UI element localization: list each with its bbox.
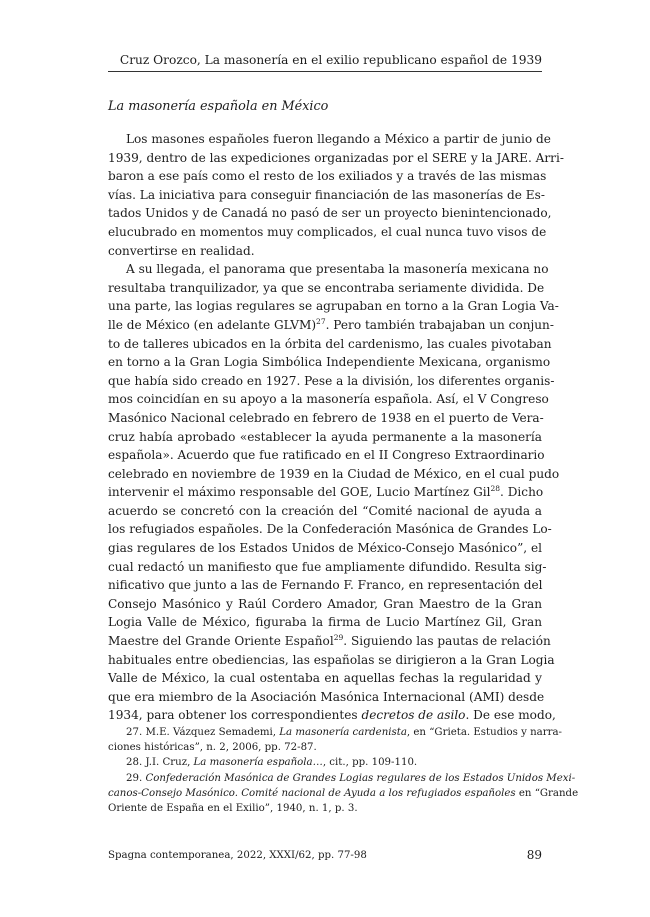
body-text-run: . Pero también trabajaban un conjun- — [325, 317, 554, 332]
footnote-title: canos-Consejo Masónico. Comité nacional de Ayuda a los refugiados españoles — [108, 787, 516, 799]
footnote-text: , cit., pp. 109-110. — [322, 757, 418, 769]
section-title: La masonería española en México — [108, 99, 329, 114]
body-text-run: Maestre del Grande Oriente Español — [108, 634, 334, 649]
footnote-ref-29[interactable]: 29 — [333, 633, 344, 642]
body-line: habituales entre obediencias, las españolas se dirigieron a la Gran Logia — [108, 652, 555, 667]
body-line: Masónico Nacional celebrado en febrero de 1938 en el puerto de Vera- — [108, 410, 544, 425]
body-line: baron a ese país como el resto de los exiliados y a través de las mismas — [108, 169, 547, 184]
footnote-text: 29. — [126, 772, 146, 784]
footnote-ref-27[interactable]: 27 — [316, 316, 326, 326]
body-text-run: . Dicho — [500, 485, 544, 500]
footnote-29-cont — [108, 786, 579, 801]
footnote-text: 27. M.E. Vázquez Semademi, — [126, 727, 280, 738]
body-line: Los masones españoles fueron llegando a México a partir de junio de — [126, 132, 551, 146]
body-line — [108, 706, 556, 725]
body-line: to de talleres ubicados en la órbita del cardenismo, las cuales pivotaban — [108, 336, 552, 351]
footnotes — [108, 725, 579, 816]
footnote-28 — [108, 755, 542, 770]
body-line: Valle de México, la cual ostentaba en aquellas fechas la regularidad y — [108, 671, 542, 686]
body-line: mos coincidían en su apoyo a la masonería española. Así, el V Congreso — [108, 392, 549, 407]
body-line — [108, 632, 551, 651]
body-line: celebrado en noviembre de 1939 en la Ciudad de México, en el cual pudo — [108, 466, 560, 481]
body-line: española». Acuerdo que fue ratificado en el II Congreso Extraordinario — [108, 448, 545, 463]
body-line: cual redactó un manifiesto que fue ampliamente difundido. Resulta sig- — [108, 559, 547, 574]
footnote-text: en “Grande — [515, 787, 579, 799]
body-line: A su llegada, el panorama que presentaba la masonería mexicana no — [126, 262, 549, 277]
footnote-27 — [108, 725, 562, 740]
body-line — [108, 483, 542, 502]
body-text-run: . Siguiendo las pautas de relación — [343, 634, 551, 649]
header-rule — [108, 71, 542, 72]
body-line: tados Unidos y de Canadá no pasó de ser un proyecto bienintencionado, — [108, 206, 552, 221]
footnote-27-cont: ciones históricas”, n. 2, 2006, pp. 72-87. — [108, 742, 317, 754]
body-line: convertirse en realidad. — [108, 243, 255, 258]
body-text — [108, 130, 564, 725]
body-text-run: intervenir el máximo responsable del GOE, Lucio Martínez Gil — [108, 485, 491, 500]
body-line: gias regulares de los Estados Unidos de México-Consejo Masónico”, el — [108, 541, 542, 556]
body-line: cruz había aprobado «establecer la ayuda permanente a la masonería — [108, 429, 542, 444]
body-text-run: 1934, para obtener los correspondientes — [108, 708, 362, 723]
body-line: los refugiados españoles. De la Confederación Masónica de Grandes Lo- — [108, 522, 552, 537]
footnote-text: 28. J.I. Cruz, — [126, 757, 194, 769]
body-line: en torno a la Gran Logia Simbólica Independiente Mexicana, organismo — [108, 355, 551, 370]
body-line: elucubrado en momentos muy complicados, el cual nunca tuvo visos de — [108, 224, 547, 239]
body-line: que era miembro de la Asociación Masónica Internacional (AMI) desde — [108, 689, 545, 704]
body-text-run: lle de México (en adelante GLVM) — [108, 317, 317, 332]
body-line — [108, 316, 554, 335]
body-text-run: . De ese modo, — [465, 708, 556, 723]
body-line: nificativo que junto a las de Fernando F. Franco, en representación del — [108, 578, 543, 593]
page-number: 89 — [526, 848, 542, 862]
footnote-ref-28[interactable]: 28 — [490, 484, 501, 494]
body-line: vías. La iniciativa para conseguir financiación de las masonerías de Es- — [108, 187, 545, 202]
emphasis: decretos de asilo — [361, 708, 466, 723]
footer-journal-citation: Spagna contemporanea, 2022, XXXI/62, pp. 77-98 — [108, 850, 367, 861]
footnote-text: , en “Grieta. Estudios y narra- — [406, 727, 562, 738]
running-head: Cruz Orozco, La masonería en el exilio republicano español de 1939 — [119, 53, 542, 67]
footnote-title: La masonería española… — [193, 757, 323, 769]
footnote-29-cont: Oriente de España en el Exilio”, 1940, n. 1, p. 3. — [108, 802, 358, 814]
body-line: Logia Valle de México, figuraba la firma de Lucio Martínez Gil, Gran — [108, 615, 542, 630]
footnote-29 — [108, 771, 576, 786]
body-line: 1939, dentro de las expediciones organizadas por el SERE y la JARE. Arri- — [108, 150, 564, 165]
body-line: acuerdo se concretó con la creación del “Comité nacional de ayuda a — [108, 503, 542, 518]
body-line: que había sido creado en 1927. Pese a la división, los diferentes organis- — [108, 373, 555, 388]
body-line: una parte, las logias regulares se agrupaban en torno a la Gran Logia Va- — [108, 299, 559, 314]
body-line: resultaba tranquilizador, ya que se encontraba seriamente dividida. De — [108, 280, 545, 295]
footnote-title: La masonería cardenista — [279, 727, 407, 738]
footnote-title: Confederación Masónica de Grandes Logias regulares de los Estados Unidos Mexi- — [145, 772, 576, 784]
body-line: Consejo Masónico y Raúl Cordero Amador, Gran Maestro de la Gran — [108, 596, 542, 611]
